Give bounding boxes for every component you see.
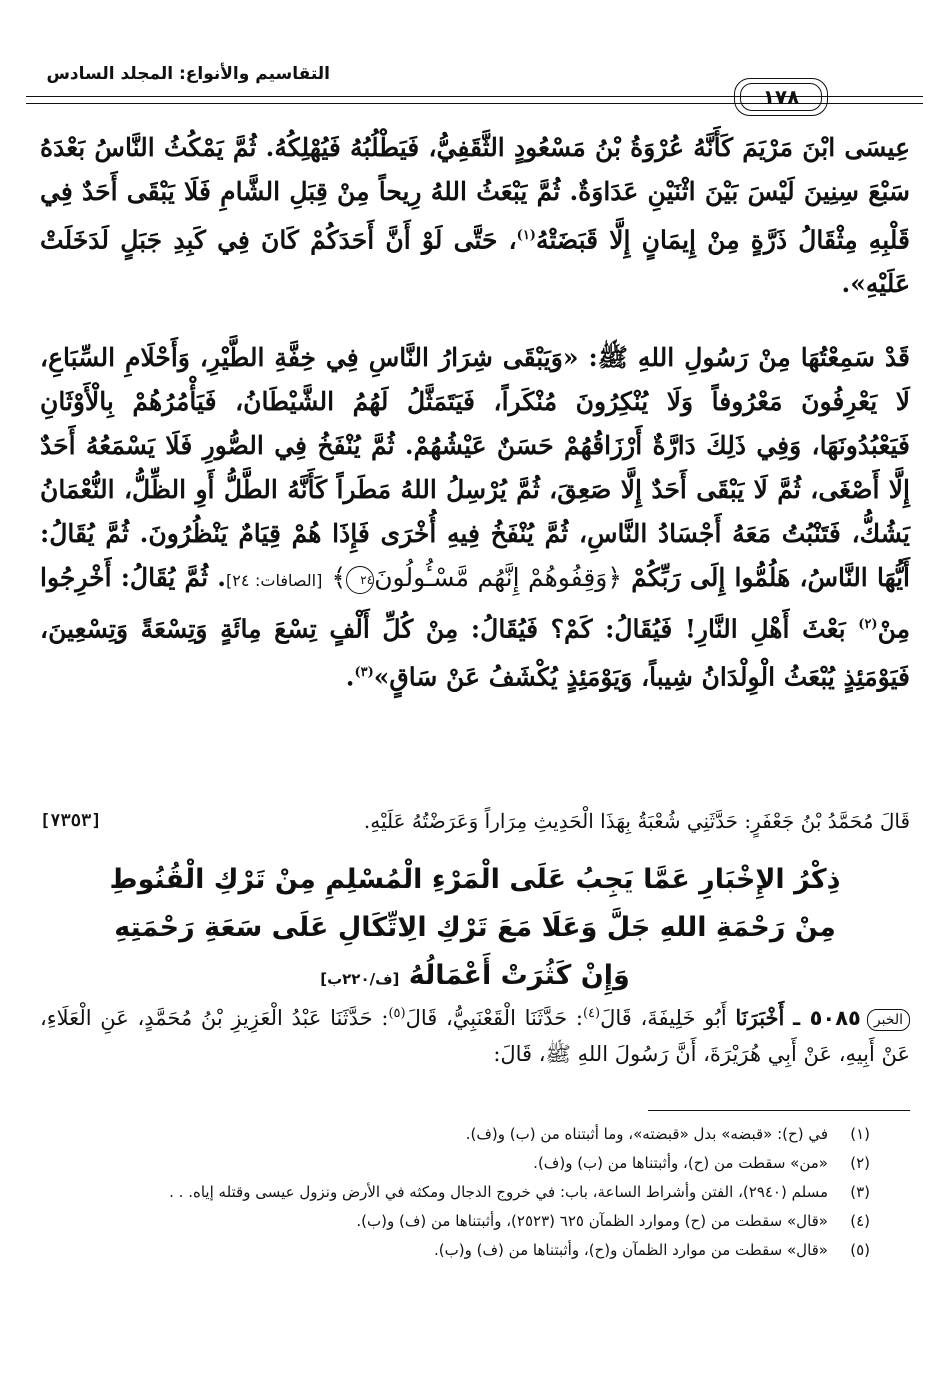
paragraph-2-text-b: . ثُمَّ يُقَالُ: أَخْرِجُوا مِنْ (40, 563, 910, 644)
paragraph-2 (40, 336, 910, 700)
hadith-lead-word: أَخْبَرَنَا (735, 1005, 785, 1030)
hadith-paragraph (40, 996, 910, 1072)
hadith-text-c: : حَدَّثَنَا عَبْدُ الْعَزِيزِ بْنُ مُحَمَّدٍ، عَنِ الْعَلَاءِ، عَنْ أَبِيهِ، عَنْ أَبِي هُرَيْرَةَ، أَنَّ رَسُولَ اللهِ ﷺ، قَالَ: (40, 1006, 910, 1066)
footnote-item (60, 1178, 870, 1207)
chapter-heading-line-1: ذِكْرُ الإِخْبَارِ عَمَّا يَجِبُ عَلَى الْمَرْءِ الْمُسْلِمِ مِنْ تَرْكِ الْقُنُوطِ (109, 864, 841, 895)
paragraph-3 (40, 804, 910, 838)
footnote-number: (٢) (850, 1154, 870, 1172)
footnote-number: (٥) (850, 1241, 870, 1259)
quran-reference: [الصافات: ٢٤] (226, 571, 323, 590)
verse-end-marker: ٢٤ (346, 566, 374, 594)
manuscript-reference: [ف/٢٢٠ب] (320, 970, 400, 988)
footnote-divider (648, 1110, 910, 1111)
footnote-text: «من» سقطت من (ح)، وأثبتناها من (ب) و(ف). (533, 1154, 828, 1172)
header-rule-end (830, 96, 923, 104)
paragraph-3-text: قَالَ مُحَمَّدُ بْنُ جَعْفَرٍ: حَدَّثَنِي شُعْبَةُ بِهَذَا الْحَدِيثِ مِرَاراً وَعَرَضْتُهُ عَلَيْهِ. (363, 809, 910, 833)
paragraph-1-end: ، حَتَّى لَوْ أَنَّ أَحَدَكُمْ كَانَ فِي كَبِدِ جَبَلٍ لَدَخَلَتْ عَلَيْهِ». (40, 225, 910, 299)
paragraph-1-text: عِيسَى ابْنَ مَرْيَمَ كَأَنَّهُ عُرْوَةُ بْنُ مَسْعُودٍ الثَّقَفِيُّ، فَيَطْلُبُهُ فَيُهْلِكُهُ. ثُمَّ يَمْكُثُ النَّاسُ بَعْدَهُ سَبْعَ سِنِينَ لَيْسَ بَيْنَ اثْنَيْنِ عَدَاوَةٌ. ثُمَّ يَبْعَثُ اللهُ رِيحاً مِنْ قِبَلِ الشَّامِ فَلَا يَبْقَى أَحَدٌ فِي قَلْبِهِ مِثْقَالُ ذَرَّةٍ مِنْ إِيمَانٍ إِلَّا قَبَضَتْهُ (40, 133, 910, 255)
footnote-text: «قال» سقطت من (ح) وموارد الظمآن ٦٢٥ (٢٥٢٣)، وأثبتناها من (ف) و(ب). (356, 1212, 828, 1230)
footnote-text: في (ح): «قبضه» بدل «قبضته»، وما أثبتناه من (ب) و(ف). (465, 1125, 828, 1143)
footnote-ref-4[interactable]: (٤) (582, 1006, 601, 1021)
footnote-number: (١) (850, 1125, 870, 1143)
footnote-ref-1[interactable]: (١) (516, 228, 536, 243)
footnote-number: (٣) (850, 1183, 870, 1201)
hadith-number: ٥٠٨٥ ـ (793, 1006, 861, 1030)
paragraph-2-end: . (345, 662, 355, 692)
footnote-text: «قال» سقطت من موارد الظمآن و(ح)، وأثبتناها من (ف) و(ب). (434, 1241, 828, 1259)
hadith-text-b: : حَدَّثَنَا الْقَعْنَبِيُّ، قَالَ (405, 1006, 583, 1030)
footnote-item (60, 1207, 870, 1236)
page-number: ١٧٨ (762, 85, 800, 109)
footnote-item (60, 1149, 870, 1178)
quran-verse-text: ﴿وَقِفُوهُمْ إِنَّهُم مَّسْـُٔولُونَ (374, 563, 623, 592)
paragraph-2-text-c: بَعْثَ أَهْلِ النَّارِ! فَيُقَالُ: كَمْ؟ فَيُقَالُ: مِنْ كُلِّ أَلْفٍ تِسْعَ مِائَةٍ وَتِسْعَةً وَتِسْعِينَ، فَيَوْمَئِذٍ يُبْعَثُ الْوِلْدَانُ شِيباً، وَيَوْمَئِذٍ يُكْشَفُ عَنْ سَاقٍ» (40, 614, 910, 692)
paragraph-2-text-a: قَدْ سَمِعْتُهَا مِنْ رَسُولِ اللهِ ﷺ: «وَيَبْقَى شِرَارُ النَّاسِ فِي خِفَّةِ الطَّيْرِ، وَأَحْلَامِ السِّبَاعِ، لَا يَعْرِفُونَ مَعْرُوفاً وَلَا يُنْكِرُونَ مُنْكَراً، فَيَتَمَثَّلُ لَهُمُ الشَّيْطَانُ، فَيَأْمُرُهُمْ بِالْأَوْثَانِ فَيَعْبُدُونَهَا، وَفِي ذَلِكَ دَارَّةٌ أَرْزَاقُهُمْ حَسَنٌ عَيْشُهُمْ. ثُمَّ يُنْفَخُ فِي الصُّورِ فَلَا يَسْمَعُهُ أَحَدٌ إِلَّا أَصْغَى، ثُمَّ لَا يَبْقَى أَحَدٌ إِلَّا صَعِقَ، ثُمَّ يُرْسِلُ اللهُ مَطَراً كَأَنَّهُ الطَّلُّ أَوِ الظِّلُّ، النُّعْمَانُ يَشُكُّ، فَتَنْبُتُ مَعَهُ أَجْسَادُ النَّاسِ، ثُمَّ يُنْفَخُ فِيهِ أُخْرَى فَإِذَا هُمْ قِيَامٌ يَنْظُرُونَ. ثُمَّ يُقَالُ: أَيُّهَا النَّاسُ، هَلُمُّوا إِلَى رَبِّكُمْ (40, 343, 910, 592)
footnote-ref-5[interactable]: (٥) (388, 1006, 406, 1021)
running-title: التقاسيم والأنواع: المجلد السادس (46, 64, 330, 84)
hadith-marker: الخبر (867, 1009, 910, 1031)
hadith-reference-number: [٧٣٥٣] (40, 811, 102, 831)
footnote-item (60, 1236, 870, 1265)
page-number-frame (734, 78, 828, 116)
chapter-heading-line-2: مِنْ رَحْمَةِ اللهِ جَلَّ وَعَلَا مَعَ تَرْكِ الِاتِّكَالِ عَلَى سَعَةِ رَحْمَتِهِ (114, 912, 836, 943)
hadith-text-a: أَبُو خَلِيفَةَ، قَالَ (600, 1006, 736, 1030)
header-rule (26, 96, 833, 104)
chapter-heading (70, 856, 880, 1003)
quran-verse: ﴿وَقِفُوهُمْ إِنَّهُم مَّسْـُٔولُونَ٢٤﴾ (331, 563, 623, 592)
footnote-number: (٤) (850, 1212, 870, 1230)
footnote-item (60, 1120, 870, 1149)
paragraph-1 (40, 126, 910, 306)
footnote-ref-3[interactable]: (٣) (354, 665, 374, 681)
footnote-ref-2[interactable]: (٢) (858, 617, 878, 632)
footnotes (60, 1120, 870, 1265)
chapter-heading-line-3: وَإِنْ كَثُرَتْ أَعْمَالُهُ (408, 960, 630, 991)
footnote-text: مسلم (٢٩٤٠)، الفتن وأشراط الساعة، باب: في خروج الدجال ومكثه في الأرض ونزول عيسى وقتله إياه. . . (169, 1183, 828, 1201)
